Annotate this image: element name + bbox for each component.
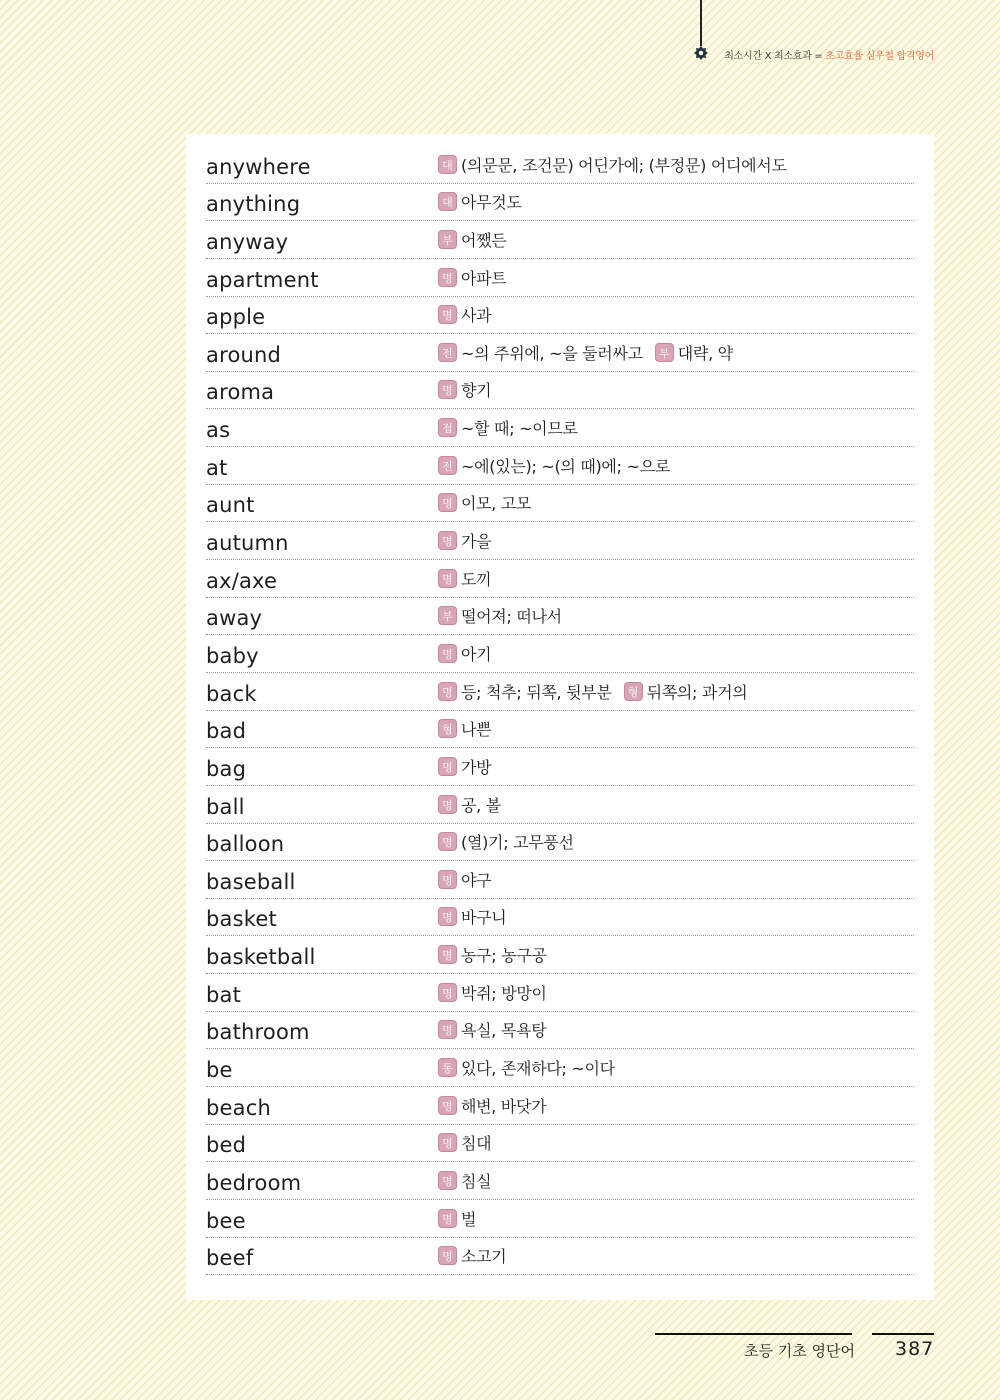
list-item [206,259,914,297]
vocab-word: bad [206,719,247,744]
vocab-definitions [438,266,518,289]
part-of-speech-badge: 명 [438,1133,457,1152]
definition [438,153,787,176]
vocab-definitions [438,1094,558,1117]
definition [438,567,491,590]
part-of-speech-badge: 명 [438,682,457,701]
vocab-definitions [438,981,559,1004]
footer-book-title: 초등 기초 영단어 [744,1342,855,1360]
definition-meaning: 가방 [461,757,492,777]
vocab-word: bag [206,756,247,781]
vocab-definitions [438,755,503,778]
list-item [206,899,914,937]
list-item [206,635,914,673]
vocab-word: baseball [206,869,296,894]
page-header [724,47,934,62]
definition [438,830,574,853]
list-item [206,748,914,786]
hanger-line [700,0,702,46]
definition [438,190,522,213]
vocab-word: apartment [206,267,319,292]
vocab-definitions [438,905,518,928]
definition-meaning: 소고기 [461,1247,507,1267]
vocab-definitions [438,529,503,552]
list-item [206,409,914,447]
definition [438,604,562,627]
list-item [206,146,914,184]
vocab-word: autumn [206,531,289,556]
part-of-speech-badge: 명 [438,1209,457,1228]
part-of-speech-badge: 동 [438,1058,457,1077]
definition-meaning: 침실 [461,1171,492,1191]
definition-meaning: 아기 [461,644,492,664]
vocab-word: ball [206,794,245,819]
list-item [206,1049,914,1087]
definition-meaning: ~할 때; ~이므로 [461,419,578,439]
vocab-word: anything [206,192,301,217]
part-of-speech-badge: 명 [438,983,457,1002]
part-of-speech-badge: 명 [438,757,457,776]
part-of-speech-badge: 형 [624,682,643,701]
definition [438,981,547,1004]
list-item [206,334,914,372]
vocab-word: apple [206,305,266,330]
vocab-word: aunt [206,493,255,518]
definition-meaning: 대략, 약 [677,343,733,363]
definition [655,341,733,364]
vocab-definitions [438,793,513,816]
vocab-definitions [438,378,503,401]
vocab-definitions [438,228,518,251]
definition-meaning: 가을 [461,532,492,552]
definition [438,1131,491,1154]
definition-meaning: 공, 볼 [461,795,501,815]
definition [438,680,612,703]
definition-meaning: 향기 [461,381,492,401]
vocab-definitions [438,868,503,891]
definition [438,717,491,740]
list-item [206,1125,914,1163]
part-of-speech-badge: 명 [438,1096,457,1115]
vocab-word: be [206,1058,233,1083]
part-of-speech-badge: 명 [438,832,457,851]
definition [438,266,506,289]
definition-meaning: 아무것도 [461,193,522,213]
vocab-word: as [206,418,231,443]
vocab-word: beach [206,1095,271,1120]
vocab-definitions [438,1056,627,1079]
vocab-word: basket [206,907,277,932]
definition-meaning: 박쥐; 방망이 [461,983,547,1003]
vocab-definitions [438,303,503,326]
part-of-speech-badge: 명 [438,569,457,588]
definition [438,341,643,364]
vocab-word: bee [206,1208,246,1233]
part-of-speech-badge: 접 [438,418,457,437]
part-of-speech-badge: 명 [438,795,457,814]
vocab-definitions [438,190,534,213]
definition [438,416,578,439]
definition-meaning: 야구 [461,870,492,890]
definition [438,868,491,891]
definition [438,642,491,665]
header-title-right: 초고효율 심우철 합격영어 [825,51,934,62]
part-of-speech-badge: 명 [438,1171,457,1190]
part-of-speech-badge: 전 [438,343,457,362]
vocab-definitions [438,1131,503,1154]
definition [438,1244,506,1267]
list-item [206,1238,914,1276]
vocab-word: around [206,342,282,367]
list-item [206,1012,914,1050]
vocab-definitions [438,943,559,966]
list-item [206,485,914,523]
definition [438,228,506,251]
list-item [206,786,914,824]
part-of-speech-badge: 명 [438,945,457,964]
part-of-speech-badge: 명 [438,1246,457,1265]
definition [438,1169,491,1192]
part-of-speech-badge: 명 [438,1020,457,1039]
vocab-definitions [438,717,503,740]
vocab-word: anywhere [206,154,311,179]
list-item [206,673,914,711]
vocab-word: ax/axe [206,568,278,593]
vocab-word: at [206,455,228,480]
definition [438,303,491,326]
vocab-definitions [438,1018,558,1041]
vocab-word: bathroom [206,1020,310,1045]
vocab-definitions [438,454,682,477]
definition [438,793,501,816]
part-of-speech-badge: 명 [438,268,457,287]
vocab-word: anyway [206,229,289,254]
definition-meaning: 어쨌든 [461,230,507,250]
vocab-word: back [206,681,257,706]
list-item [206,1200,914,1238]
vocab-definitions [438,830,586,853]
vocabulary-list [206,146,914,1275]
definition-meaning: 사과 [461,306,492,326]
vocab-definitions [438,341,745,364]
definition [438,378,491,401]
definition-meaning: ~의 주위에, ~을 둘러싸고 [461,343,643,363]
part-of-speech-badge: 명 [438,870,457,889]
definition [438,1056,615,1079]
gear-icon [694,46,708,60]
part-of-speech-badge: 전 [438,456,457,475]
vocab-definitions [438,604,574,627]
definition [438,491,531,514]
part-of-speech-badge: 명 [438,531,457,550]
vocab-word: aroma [206,380,275,405]
part-of-speech-badge: 명 [438,907,457,926]
definition-meaning: 침대 [461,1134,492,1154]
vocab-definitions [438,153,799,176]
definition [438,1094,546,1117]
vocab-definitions [438,1244,518,1267]
list-item [206,711,914,749]
definition [438,943,547,966]
vocab-definitions [438,416,590,439]
part-of-speech-badge: 부 [438,230,457,249]
vocab-definitions [438,1207,488,1230]
definition-meaning: 해변, 바닷가 [461,1096,547,1116]
definition-meaning: 도끼 [461,569,492,589]
definition-meaning: 아파트 [461,268,507,288]
list-item [206,598,914,636]
part-of-speech-badge: 명 [438,493,457,512]
definition-meaning: 뒤쪽의; 과거의 [646,682,748,702]
definition-meaning: ~에(있는); ~(의 때)에; ~으로 [461,456,670,476]
definition-meaning: 벌 [461,1209,477,1229]
part-of-speech-badge: 부 [438,606,457,625]
footer-divider-page [872,1333,934,1335]
definition-meaning: 이모, 고모 [461,494,532,514]
list-item [206,936,914,974]
vocab-word: beef [206,1246,254,1271]
definition [438,454,670,477]
definition-meaning: 농구; 농구공 [461,946,547,966]
definition [438,1018,546,1041]
vocab-definitions [438,567,503,590]
part-of-speech-badge: 명 [438,644,457,663]
list-item [206,861,914,899]
vocab-word: balloon [206,832,285,857]
list-item [206,522,914,560]
definition-meaning: 등; 척추; 뒤쪽, 뒷부분 [461,682,612,702]
definition-meaning: 욕실, 목욕탕 [461,1021,547,1041]
list-item [206,447,914,485]
list-item [206,1162,914,1200]
definition [624,680,748,703]
vocab-word: away [206,606,263,631]
part-of-speech-badge: 명 [438,380,457,399]
definition [438,905,506,928]
list-item [206,297,914,335]
vocab-word: baby [206,643,259,668]
list-item [206,1087,914,1125]
part-of-speech-badge: 대 [438,192,457,211]
definition-meaning: 나쁜 [461,720,492,740]
vocab-word: bat [206,982,242,1007]
list-item [206,221,914,259]
vocabulary-card [186,134,934,1300]
definition-meaning: (의문문, 조건문) 어딘가에; (부정문) 어디에서도 [461,155,787,175]
part-of-speech-badge: 대 [438,155,457,174]
list-item [206,184,914,222]
page-number: 387 [895,1338,935,1360]
definition [438,529,491,552]
vocab-word: bed [206,1133,247,1158]
definition-meaning: (열)기; 고무풍선 [461,833,574,853]
vocab-definitions [438,491,543,514]
definition-meaning: 있다, 존재하다; ~이다 [461,1059,615,1079]
part-of-speech-badge: 형 [438,719,457,738]
part-of-speech-badge: 명 [438,305,457,324]
footer-divider [655,1333,852,1335]
header-title-left: 최소시간 X 최소효과 = [724,51,826,62]
vocab-word: bedroom [206,1170,302,1195]
vocab-definitions [438,680,759,703]
definition-meaning: 떨어져; 떠나서 [461,607,562,627]
list-item [206,372,914,410]
list-item [206,974,914,1012]
list-item [206,824,914,862]
vocab-definitions [438,642,503,665]
vocab-word: basketball [206,945,316,970]
definition [438,755,491,778]
part-of-speech-badge: 부 [655,343,674,362]
list-item [206,560,914,598]
definition-meaning: 바구니 [461,908,507,928]
definition [438,1207,476,1230]
vocab-definitions [438,1169,503,1192]
